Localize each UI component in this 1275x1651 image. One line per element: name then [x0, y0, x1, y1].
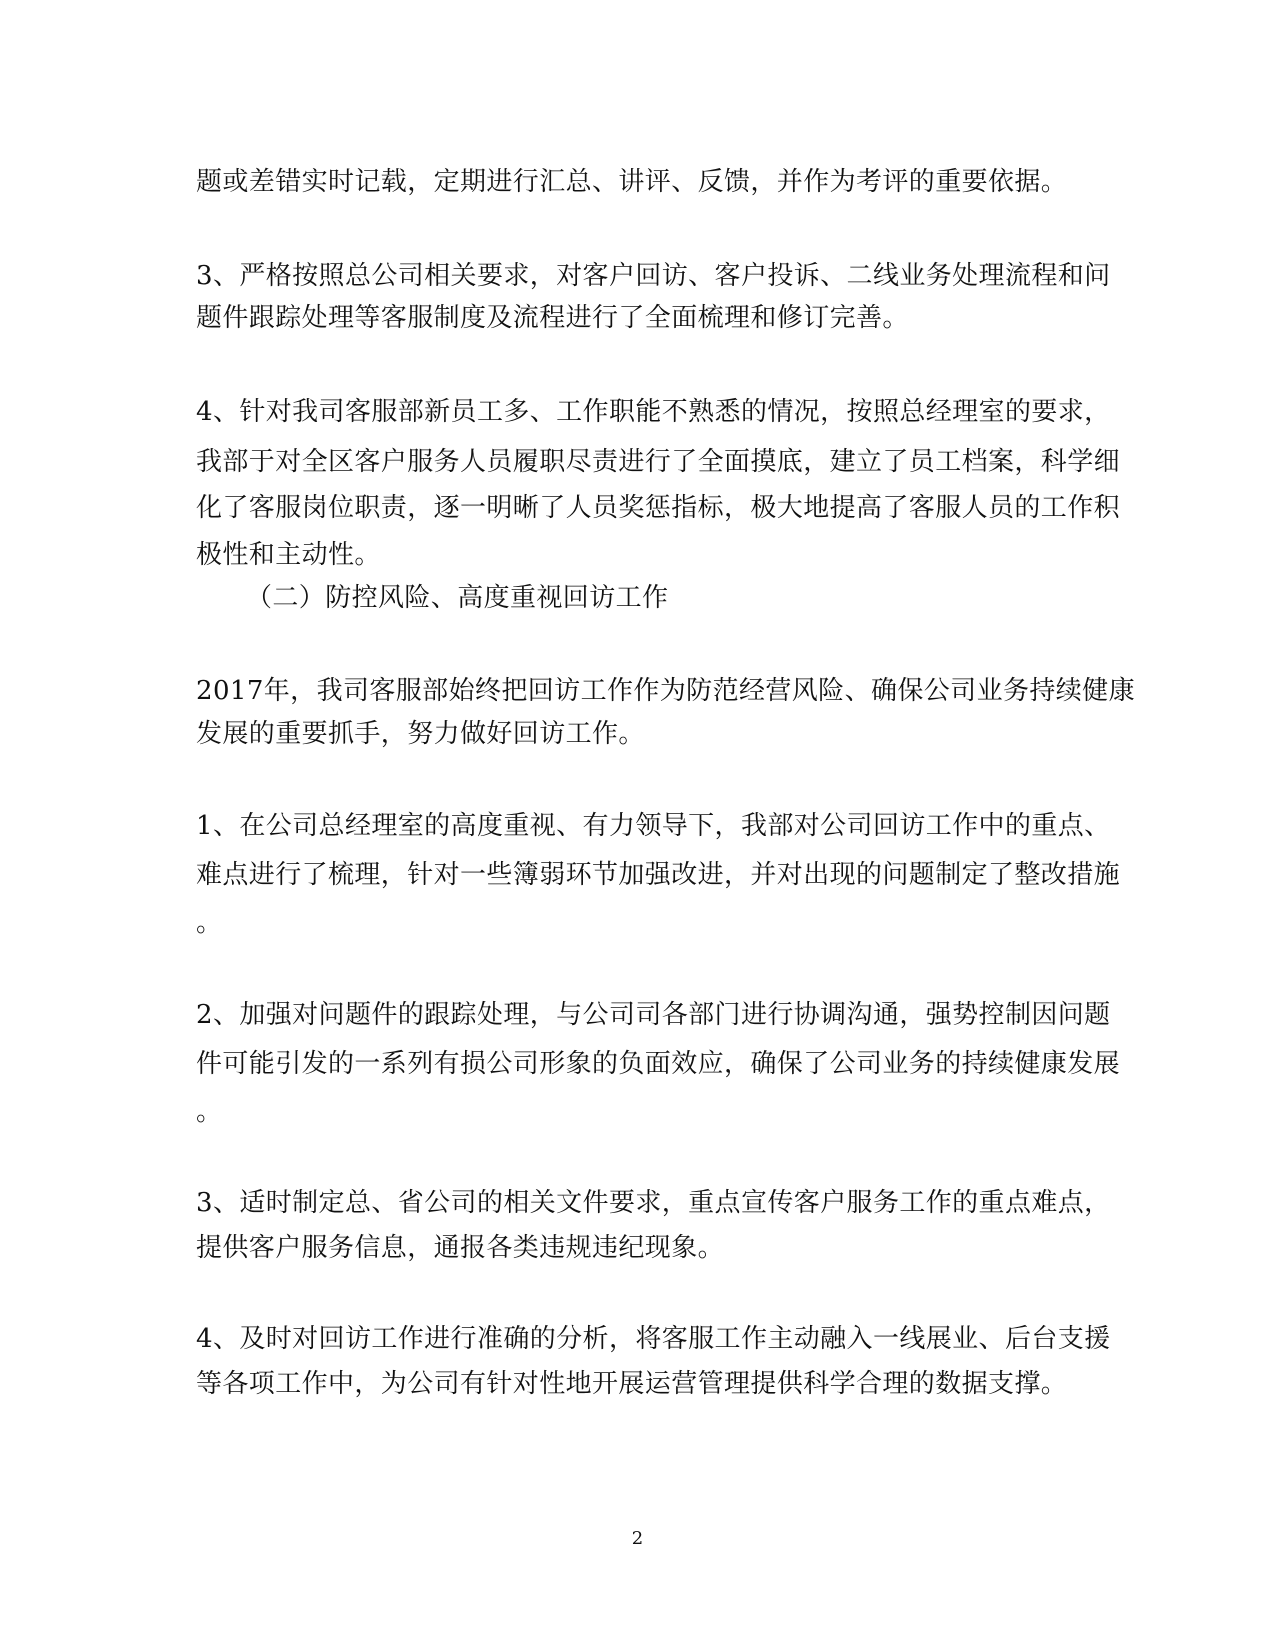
text-line: 4、及时对回访工作进行准确的分析，将客服工作主动融入一线展业、后台支援	[196, 1324, 1111, 1354]
text-line: 发展的重要抓手，努力做好回访工作。	[196, 719, 645, 749]
text-line: 极性和主动性。	[196, 540, 381, 570]
text-line: 。	[196, 1097, 223, 1127]
text-line: 题件跟踪处理等客服制度及流程进行了全面梳理和修订完善。	[196, 303, 909, 333]
page-number: 2	[631, 1528, 644, 1549]
text-line: 等各项工作中，为公司有针对性地开展运营管理提供科学合理的数据支撑。	[196, 1369, 1068, 1399]
text-line: 题或差错实时记载，定期进行汇总、讲评、反馈，并作为考评的重要依据。	[196, 167, 1068, 197]
text-line: 1、在公司总经理室的高度重视、有力领导下，我部对公司回访工作中的重点、	[196, 811, 1111, 841]
text-line: 4、针对我司客服部新员工多、工作职能不熟悉的情况，按照总经理室的要求，	[196, 397, 1111, 427]
text-line: 件可能引发的一系列有损公司形象的负面效应，确保了公司业务的持续健康发展	[196, 1049, 1121, 1079]
text-line: 我部于对全区客户服务人员履职尽责进行了全面摸底，建立了员工档案，科学细	[196, 447, 1121, 477]
text-line: 2、加强对问题件的跟踪处理，与公司司各部门进行协调沟通，强势控制因问题	[196, 1000, 1111, 1030]
text-line: 难点进行了梳理，针对一些簿弱环节加强改进，并对出现的问题制定了整改措施	[196, 860, 1121, 890]
text-line: 化了客服岗位职责，逐一明晰了人员奖惩指标，极大地提高了客服人员的工作积	[196, 493, 1121, 523]
section-heading: （二）防控风险、高度重视回访工作	[246, 583, 669, 613]
text-line: 3、严格按照总公司相关要求，对客户回访、客户投诉、二线业务处理流程和问	[196, 261, 1111, 291]
text-line: 3、适时制定总、省公司的相关文件要求，重点宣传客户服务工作的重点难点，	[196, 1188, 1111, 1218]
text-line: 。	[196, 908, 223, 938]
text-line: 提供客户服务信息，通报各类违规违纪现象。	[196, 1233, 725, 1263]
text-line: 2017年，我司客服部始终把回访工作作为防范经营风险、确保公司业务持续健康	[196, 676, 1135, 706]
